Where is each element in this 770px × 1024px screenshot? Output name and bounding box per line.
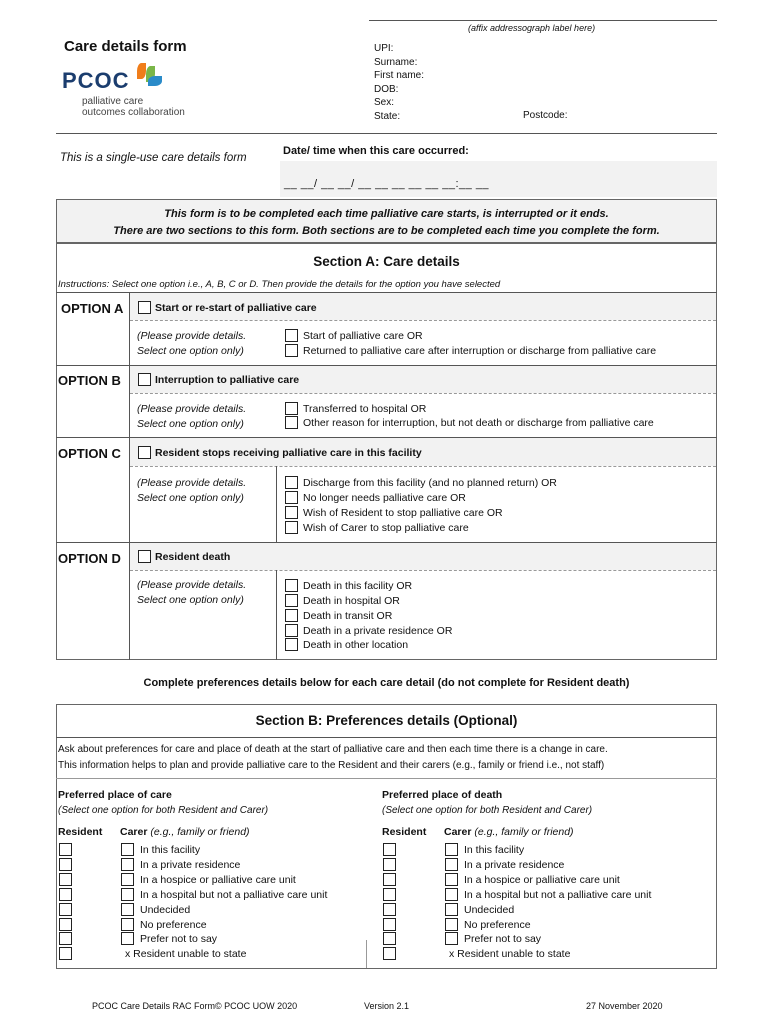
section-b-intro-rule [56,778,717,779]
patient-label-fields [374,42,424,123]
option-column-divider [129,292,130,660]
logo-wordmark: PCOC [62,68,130,93]
logo-leaf-orange-icon [137,63,146,79]
care-resident-checkbox[interactable] [59,947,72,960]
datetime-label: Date/ time when this care occurred: [283,145,469,157]
care-resident-checkbox[interactable] [59,843,72,856]
section-b-intro-1: Ask about preferences for care and place of death at the start of palliative care and then each time there is a change in care. [58,744,608,755]
option-c-item-2: No longer needs palliative care OR [303,492,466,504]
care-resident-checkbox[interactable] [59,932,72,945]
death-option-label: Undecided [464,904,515,916]
care-option-label: Prefer not to say [140,933,218,945]
care-resident-header: Resident [58,826,103,838]
option-c-item-1-checkbox[interactable] [285,476,298,489]
care-carer-checkbox[interactable] [121,932,134,945]
logo-subtitle-1: palliative care [82,96,144,107]
care-option-label: In a hospice or palliative care unit [140,874,296,886]
care-option-label: No preference [140,919,207,931]
care-resident-checkbox[interactable] [59,858,72,871]
header-rule [56,133,717,134]
care-carer-label: Carer [120,826,148,838]
section-b-title-rule [56,737,717,738]
option-c-item-4: Wish of Carer to stop palliative care [303,522,469,534]
option-d-item-5-checkbox[interactable] [285,638,298,651]
death-resident-checkbox[interactable] [383,888,396,901]
option-c-details-2: Select one option only) [137,492,244,504]
option-d-inner-divider [276,570,277,660]
logo-subtitle-2: outcomes collaboration [82,107,185,118]
death-resident-checkbox[interactable] [383,843,396,856]
footer-date: 27 November 2020 [586,1001,663,1011]
field-surname: Surname: [374,56,418,68]
option-a-divider [130,320,716,321]
care-carer-checkbox[interactable] [121,843,134,856]
label-top-rule [369,20,717,21]
option-d-heading: Resident death [155,551,231,563]
option-a-item-1: Start of palliative care OR [303,330,423,342]
option-a-details-2: Select one option only) [137,345,244,357]
affix-label: (affix addressograph label here) [468,23,596,33]
death-option-label: No preference [464,919,531,931]
death-carer-checkbox[interactable] [445,858,458,871]
death-carer-header [444,826,574,838]
option-c-item-3-checkbox[interactable] [285,506,298,519]
section-b-title: Section B: Preferences details (Optional) [255,713,518,728]
death-carer-checkbox[interactable] [445,843,458,856]
option-d-item-2-checkbox[interactable] [285,594,298,607]
option-c-details-1: (Please provide details. [137,477,247,489]
death-resident-checkbox[interactable] [383,947,396,960]
care-carer-note: (e.g., family or friend) [150,826,250,838]
care-resident-checkbox[interactable] [59,873,72,886]
option-d-item-4-checkbox[interactable] [285,624,298,637]
preferences-note: Complete preferences details below for each care detail (do not complete for Resident death) [143,677,630,689]
death-resident-checkbox[interactable] [383,873,396,886]
care-resident-checkbox[interactable] [59,903,72,916]
place-of-care-title: Preferred place of care [58,789,172,801]
place-of-death-title: Preferred place of death [382,789,503,801]
death-option-label: In a hospital but not a palliative care unit [464,889,652,901]
death-carer-note: (e.g., family or friend) [474,826,574,838]
care-option-label: In this facility [140,844,201,856]
death-resident-checkbox[interactable] [383,903,396,916]
option-b-item-2: Other reason for interruption, but not death or discharge from palliative care [303,417,654,429]
death-carer-checkbox[interactable] [445,903,458,916]
option-a-checkbox[interactable] [138,301,151,314]
datetime-mask: __ __/ __ __/ __ __ __ __ __ __:__ __ [284,178,490,190]
option-d-item-3-checkbox[interactable] [285,609,298,622]
section-a-title: Section A: Care details [313,254,460,269]
care-resident-checkbox[interactable] [59,918,72,931]
pcoc-logo [62,62,212,122]
death-option-label: In this facility [464,844,525,856]
logo-leaf-blue-icon [148,76,162,86]
option-a-item-2: Returned to palliative care after interruption or discharge from palliative care [303,345,657,357]
option-c-item-3: Wish of Resident to stop palliative care OR [303,507,503,519]
intro-line-1: This form is to be completed each time palliative care starts, is interrupted or it ends. [164,208,609,220]
death-resident-checkbox[interactable] [383,932,396,945]
death-carer-checkbox[interactable] [445,918,458,931]
form-title: Care details form [64,38,187,55]
death-carer-checkbox[interactable] [445,932,458,945]
section-b-column-divider [366,940,367,968]
option-c-item-1: Discharge from this facility (and no planned return) OR [303,477,557,489]
option-d-item-3: Death in transit OR [303,610,393,622]
field-state: State: [374,110,401,122]
option-d-details-2: Select one option only) [137,594,244,606]
place-of-death-subtitle: (Select one option for both Resident and Carer) [382,805,593,816]
field-first-name: First name: [374,70,425,81]
option-d-label: OPTION D [58,551,121,566]
option-b-divider [130,393,716,394]
option-b-heading: Interruption to palliative care [155,374,300,386]
option-d-item-1-checkbox[interactable] [285,579,298,592]
field-sex: Sex: [374,97,395,108]
footer-copyright: PCOC Care Details RAC Form© PCOC UOW 2020 [92,1001,298,1011]
intro-line-2: There are two sections to this form. Both sections are to be completed each time you complete the form. [113,225,660,237]
care-carer-checkbox[interactable] [121,858,134,871]
option-d-item-5: Death in other location [303,639,409,651]
option-d-item-4: Death in a private residence OR [303,625,453,637]
footer-version: Version 2.1 [364,1001,410,1011]
option-c-item-2-checkbox[interactable] [285,491,298,504]
care-carer-checkbox[interactable] [121,903,134,916]
care-option-label: Undecided [140,904,191,916]
option-c-checkbox[interactable] [138,446,151,459]
care-carer-header [120,826,250,838]
death-carer-checkbox[interactable] [445,873,458,886]
option-a-details-1: (Please provide details. [137,330,247,342]
option-b-checkbox[interactable] [138,373,151,386]
death-resident-header: Resident [382,826,427,838]
field-upi: UPI: [374,43,394,54]
death-carer-checkbox[interactable] [445,888,458,901]
option-b-label: OPTION B [58,373,121,388]
option-d-divider [130,570,716,571]
option-d-details-1: (Please provide details. [137,579,247,591]
option-a-item-1-checkbox[interactable] [285,329,298,342]
option-b-item-1-checkbox[interactable] [285,402,298,415]
option-c-heading: Resident stops receiving palliative care in this facility [155,447,422,459]
care-option-label: In a hospital but not a palliative care unit [140,889,328,901]
option-d-item-1: Death in this facility OR [303,580,413,592]
option-c-item-4-checkbox[interactable] [285,521,298,534]
option-a-label: OPTION A [61,301,124,316]
death-resident-checkbox[interactable] [383,918,396,931]
option-b-item-1: Transferred to hospital OR [303,403,427,415]
option-b-details-1: (Please provide details. [137,403,247,415]
field-dob: DOB: [374,83,399,95]
option-c-inner-divider [276,466,277,542]
death-carer-label: Carer [444,826,472,838]
option-c-divider [130,466,716,467]
care-carer-checkbox[interactable] [121,888,134,901]
section-a-instructions: Instructions: Select one option i.e., A, B, C or D. Then provide the details for the option you have selected [58,279,501,290]
option-a-item-2-checkbox[interactable] [285,344,298,357]
option-b-details-2: Select one option only) [137,418,244,430]
death-option-label: Prefer not to say [464,933,542,945]
option-b-item-2-checkbox[interactable] [285,416,298,429]
death-resident-checkbox[interactable] [383,858,396,871]
death-unable-to-state: x Resident unable to state [449,948,571,960]
option-d-checkbox[interactable] [138,550,151,563]
death-option-label: In a private residence [464,859,565,871]
care-resident-checkbox[interactable] [59,888,72,901]
field-postcode: Postcode: [523,110,568,121]
place-of-care-subtitle: (Select one option for both Resident and Carer) [58,805,269,816]
care-unable-to-state: x Resident unable to state [125,948,247,960]
care-option-label: In a private residence [140,859,241,871]
option-d-item-2: Death in hospital OR [303,595,400,607]
death-option-label: In a hospice or palliative care unit [464,874,620,886]
care-carer-checkbox[interactable] [121,918,134,931]
section-b-intro-2: This information helps to plan and provide palliative care to the Resident and their carers (e.g., family or friend i.e., not staff) [58,760,605,771]
care-carer-checkbox[interactable] [121,873,134,886]
option-c-label: OPTION C [58,446,121,461]
option-a-heading: Start or re-start of palliative care [155,302,317,314]
single-use-note: This is a single-use care details form [60,152,247,164]
